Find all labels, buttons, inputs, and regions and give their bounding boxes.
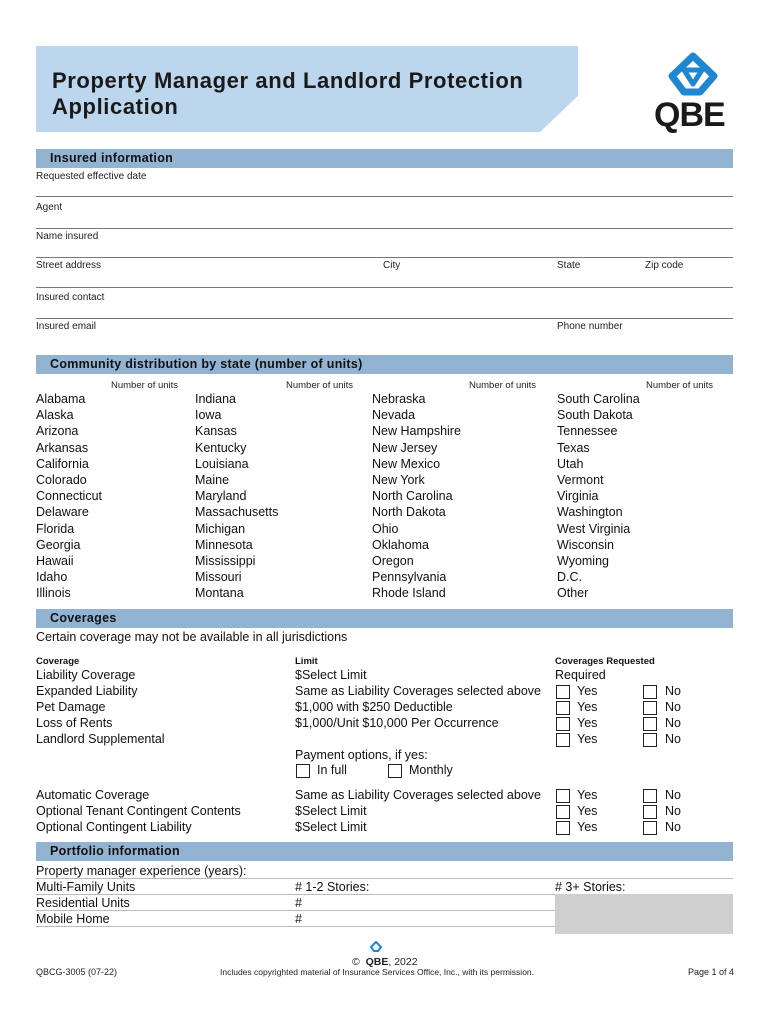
expanded-liability-no-checkbox[interactable] [643, 685, 657, 699]
copyright-name: QBE [365, 956, 389, 968]
limit-contingent-liability[interactable]: $Select Limit [295, 820, 367, 834]
units-header-1: Number of units [111, 380, 179, 391]
contingent-liability-no-checkbox[interactable] [643, 821, 657, 835]
requested-effective-date-label: Requested effective date [36, 171, 147, 182]
state-mississippi: Mississippi [195, 554, 256, 568]
qbe-logo-text: QBE [654, 96, 725, 134]
state-nevada: Nevada [372, 408, 416, 423]
state-louisiana: Louisiana [195, 456, 249, 471]
state-florida: Florida [36, 521, 75, 536]
state-ohio: Ohio [372, 521, 399, 536]
state-missouri: Missouri [195, 570, 242, 585]
coverage-contingent-liability: Optional Contingent Liability [36, 820, 192, 834]
coverage-loss-of-rents: Loss of Rents [36, 716, 113, 730]
landlord-supplemental-yes-checkbox[interactable] [556, 733, 570, 747]
liability-required: Required [555, 668, 606, 682]
state-new-mexico: New Mexico [372, 456, 441, 471]
expanded-liability-no-label: No [665, 684, 681, 698]
payment-options-label: Payment options, if yes: [295, 748, 428, 762]
state-vermont: Vermont [557, 473, 604, 487]
loss-of-rents-yes-label: Yes [577, 716, 598, 730]
state-pennsylvania: Pennsylvania [372, 570, 447, 585]
state-alaska: Alaska [36, 408, 74, 423]
coverage-column-header: Coverage [36, 656, 80, 667]
coverage-pet-damage: Pet Damage [36, 700, 106, 714]
experience-field[interactable] [36, 878, 733, 879]
state-illinois: Illinois [36, 586, 71, 601]
address-field[interactable] [36, 287, 733, 288]
state-d-c: D.C. [557, 570, 582, 585]
limit-tenant-contingent[interactable]: $Select Limit [295, 804, 367, 818]
state-north-carolina: North Carolina [372, 489, 453, 504]
state-new-hampshire: New Hampshire [372, 424, 461, 439]
state-georgia: Georgia [36, 537, 81, 552]
coverage-expanded-liability: Expanded Liability [36, 684, 138, 698]
limit-pet-damage: $1,000 with $250 Deductible [295, 700, 453, 714]
state-texas: Texas [557, 440, 590, 455]
expanded-liability-yes-label: Yes [577, 684, 598, 698]
state-iowa: Iowa [195, 408, 222, 423]
coverage-tenant-contingent: Optional Tenant Contingent Contents [36, 804, 241, 818]
state-rhode-island: Rhode Island [372, 586, 446, 601]
automatic-coverage-yes-checkbox[interactable] [556, 789, 570, 803]
name-insured-field[interactable] [36, 257, 733, 258]
section-community-distribution [36, 355, 733, 374]
pet-damage-no-checkbox[interactable] [643, 701, 657, 715]
qbe-small-logo-icon [369, 941, 383, 955]
section-insured-information [36, 149, 733, 168]
tenant-contingent-no-label: No [665, 804, 681, 818]
state-michigan: Michigan [195, 521, 246, 536]
automatic-coverage-no-checkbox[interactable] [643, 789, 657, 803]
state-kansas: Kansas [195, 424, 237, 439]
mobile-home-count[interactable]: # [295, 912, 302, 926]
insured-contact-label: Insured contact [36, 292, 105, 303]
state-wisconsin: Wisconsin [557, 537, 614, 552]
mobile-home-label: Mobile Home [36, 912, 110, 926]
state-idaho: Idaho [36, 570, 68, 585]
state-washington: Washington [557, 505, 623, 520]
state-other: Other [557, 586, 589, 601]
state-new-york: New York [372, 473, 425, 487]
name-insured-label: Name insured [36, 231, 99, 242]
coverage-note: Certain coverage may not be available in all jurisdictions [36, 630, 348, 644]
title-line-1: Property Manager and Landlord Protection [52, 68, 524, 93]
tenant-contingent-yes-checkbox[interactable] [556, 805, 570, 819]
disabled-cell [555, 894, 733, 934]
state-minnesota: Minnesota [195, 537, 253, 552]
state-north-dakota: North Dakota [372, 505, 446, 520]
tenant-contingent-yes-label: Yes [577, 804, 598, 818]
limit-expanded-liability: Same as Liability Coverages selected above [295, 684, 541, 698]
state-new-jersey: New Jersey [372, 440, 438, 455]
state-massachusetts: Massachusetts [195, 505, 279, 520]
section-title: Portfolio information [50, 844, 180, 858]
residential-label: Residential Units [36, 896, 130, 910]
in-full-label: In full [317, 763, 347, 777]
section-coverages [36, 609, 733, 628]
coverage-landlord-supplemental: Landlord Supplemental [36, 732, 165, 746]
phone-number-label: Phone number [557, 321, 623, 332]
loss-of-rents-no-label: No [665, 716, 681, 730]
state-maine: Maine [195, 473, 230, 487]
state-wyoming: Wyoming [557, 554, 609, 568]
limit-automatic: Same as Liability Coverages selected above [295, 788, 541, 802]
pet-damage-no-label: No [665, 700, 681, 714]
state-delaware: Delaware [36, 505, 89, 520]
stories-1-2-label: # 1-2 Stories: [295, 880, 370, 894]
state-west-virginia: West Virginia [557, 521, 631, 536]
state-colorado: Colorado [36, 473, 87, 487]
state-utah: Utah [557, 456, 584, 471]
state-arizona: Arizona [36, 424, 79, 439]
residential-count[interactable]: # [295, 896, 302, 910]
state-hawaii: Hawaii [36, 554, 74, 568]
requested-column-header: Coverages Requested [555, 656, 655, 667]
zip-code-label: Zip code [645, 260, 684, 271]
state-montana: Montana [195, 586, 244, 601]
form-id: QBCG-3005 (07-22) [36, 967, 118, 977]
page-number: Page 1 of 4 [688, 967, 735, 977]
section-title: Community distribution by state (number of units) [50, 357, 363, 371]
landlord-supplemental-no-label: No [665, 732, 681, 746]
units-header-4: Number of units [646, 380, 714, 391]
state-tennessee: Tennessee [557, 424, 618, 439]
row-divider [36, 910, 555, 911]
automatic-coverage-yes-label: Yes [577, 788, 598, 802]
limit-loss-of-rents: $1,000/Unit $10,000 Per Occurrence [295, 716, 499, 730]
state-label: State [557, 260, 581, 271]
expanded-liability-yes-checkbox[interactable] [556, 685, 570, 699]
units-header-3: Number of units [469, 380, 537, 391]
contingent-liability-no-label: No [665, 820, 681, 834]
stories-3-label: # 3+ Stories: [555, 880, 626, 894]
requested-effective-date-field[interactable] [36, 196, 733, 197]
street-address-label: Street address [36, 260, 102, 271]
limit-liability[interactable]: $Select Limit [295, 668, 367, 682]
loss-of-rents-no-checkbox[interactable] [643, 717, 657, 731]
in-full-checkbox[interactable] [296, 764, 310, 778]
tenant-contingent-no-checkbox[interactable] [643, 805, 657, 819]
pet-damage-yes-checkbox[interactable] [556, 701, 570, 715]
state-indiana: Indiana [195, 392, 237, 406]
insured-contact-field[interactable] [36, 318, 733, 319]
copyright-symbol: © [352, 956, 360, 968]
state-virginia: Virginia [557, 489, 599, 504]
agent-field[interactable] [36, 228, 733, 229]
monthly-checkbox[interactable] [388, 764, 402, 778]
section-title: Coverages [50, 611, 117, 625]
landlord-supplemental-yes-label: Yes [577, 732, 598, 746]
pet-damage-yes-label: Yes [577, 700, 598, 714]
insured-email-label: Insured email [36, 321, 97, 332]
state-maryland: Maryland [195, 489, 247, 504]
city-label: City [383, 260, 401, 271]
contingent-liability-yes-checkbox[interactable] [556, 821, 570, 835]
contingent-liability-yes-label: Yes [577, 820, 598, 834]
units-header-2: Number of units [286, 380, 354, 391]
title-line-2: Application [52, 94, 179, 119]
row-divider [36, 926, 555, 927]
iso-note: Includes copyrighted material of Insurance Services Office, Inc., with its permission. [220, 967, 535, 977]
state-oklahoma: Oklahoma [372, 537, 429, 552]
multi-family-label: Multi-Family Units [36, 880, 136, 894]
coverage-automatic: Automatic Coverage [36, 788, 150, 802]
state-south-dakota: South Dakota [557, 408, 633, 423]
section-portfolio [36, 842, 733, 861]
state-kentucky: Kentucky [195, 440, 247, 455]
state-oregon: Oregon [372, 554, 414, 568]
section-title: Insured information [50, 151, 174, 165]
loss-of-rents-yes-checkbox[interactable] [556, 717, 570, 731]
landlord-supplemental-no-checkbox[interactable] [643, 733, 657, 747]
experience-label: Property manager experience (years): [36, 864, 247, 878]
monthly-label: Monthly [409, 763, 453, 777]
coverage-liability: Liability Coverage [36, 668, 136, 682]
state-alabama: Alabama [36, 392, 86, 406]
limit-column-header: Limit [295, 656, 318, 667]
state-south-carolina: South Carolina [557, 392, 640, 406]
state-connecticut: Connecticut [36, 489, 103, 504]
state-arkansas: Arkansas [36, 440, 89, 455]
state-nebraska: Nebraska [372, 392, 426, 406]
page-title [52, 68, 523, 120]
automatic-coverage-no-label: No [665, 788, 681, 802]
copyright-year: , 2022 [388, 956, 418, 968]
state-california: California [36, 456, 89, 471]
agent-label: Agent [36, 202, 63, 213]
